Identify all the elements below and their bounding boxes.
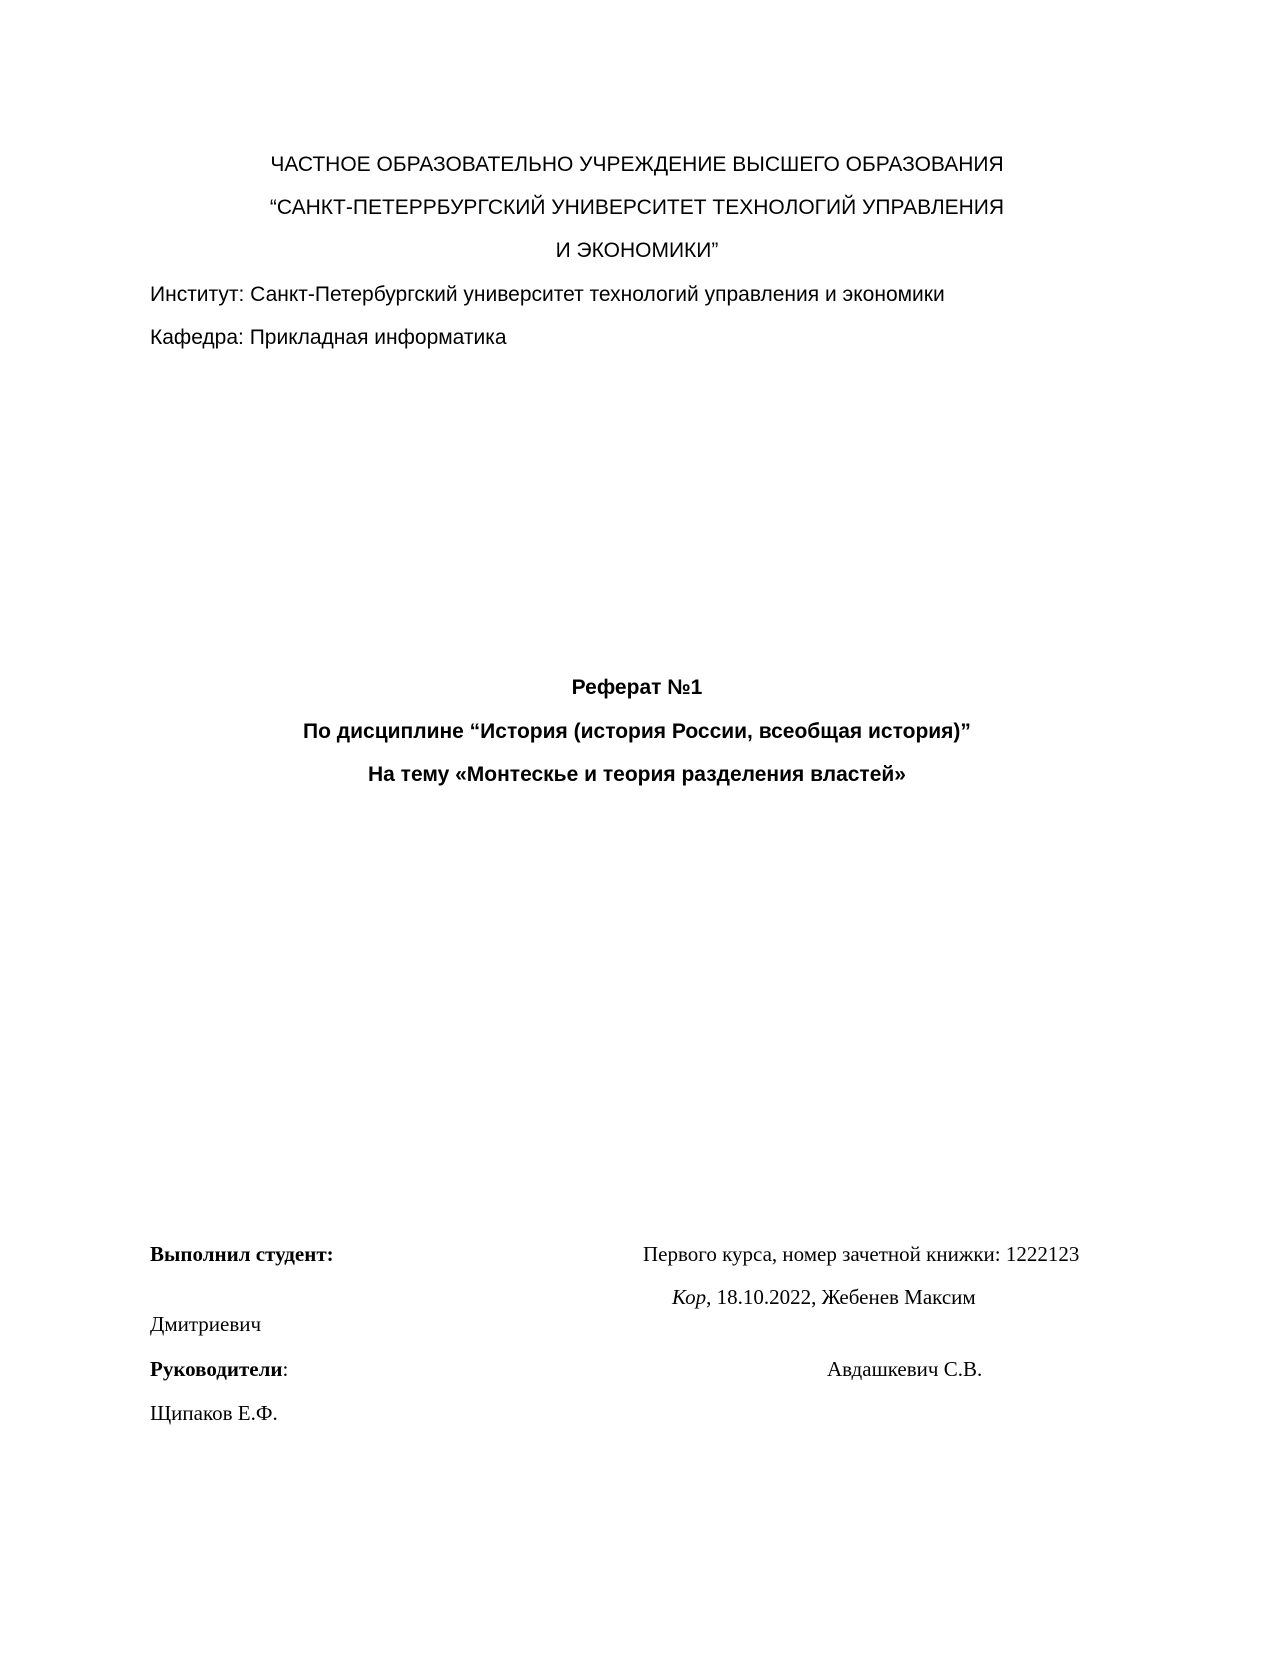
discipline-line: По дисциплине “История (история России, всеобщая история)” <box>303 720 971 743</box>
supervisor-1: Авдашкевич С.В. <box>827 1357 983 1381</box>
header-line-3: И ЭКОНОМИКИ” <box>555 239 719 262</box>
report-number: Реферат №1 <box>571 676 703 699</box>
supervisors-line <box>150 1359 288 1380</box>
student-label: Выполнил студент: <box>150 1242 334 1266</box>
institute-line: Институт: Санкт-Петербургский университет технологий управления и экономики <box>150 283 945 306</box>
student-name-part2: Дмитриевич <box>150 1312 262 1336</box>
student-name-part1: , 18.10.2022, Жебенев Максим <box>706 1285 976 1309</box>
supervisors-colon: : <box>282 1357 289 1381</box>
supervisor-2: Щипаков Е.Ф. <box>150 1401 278 1425</box>
header-line-1: ЧАСТНОЕ ОБРАЗОВАТЕЛЬНО УЧРЕЖДЕНИЕ ВЫСШЕГО ОБРАЗОВАНИЯ <box>270 153 1004 176</box>
department-line: Кафедра: Прикладная информатика <box>150 326 507 349</box>
student-group: Кор <box>672 1285 707 1309</box>
header-line-2: “САНКТ-ПЕТЕРРБУРГСКИЙ УНИВЕРСИТЕТ ТЕХНОЛОГИЙ УПРАВЛЕНИЯ <box>269 196 1005 219</box>
student-name-line <box>672 1287 976 1308</box>
supervisors-label: Руководители <box>150 1357 283 1381</box>
student-info: Первого курса, номер зачетной книжки: 1222123 <box>643 1242 1080 1266</box>
topic-line: На тему «Монтескье и теория разделения властей» <box>367 763 906 786</box>
